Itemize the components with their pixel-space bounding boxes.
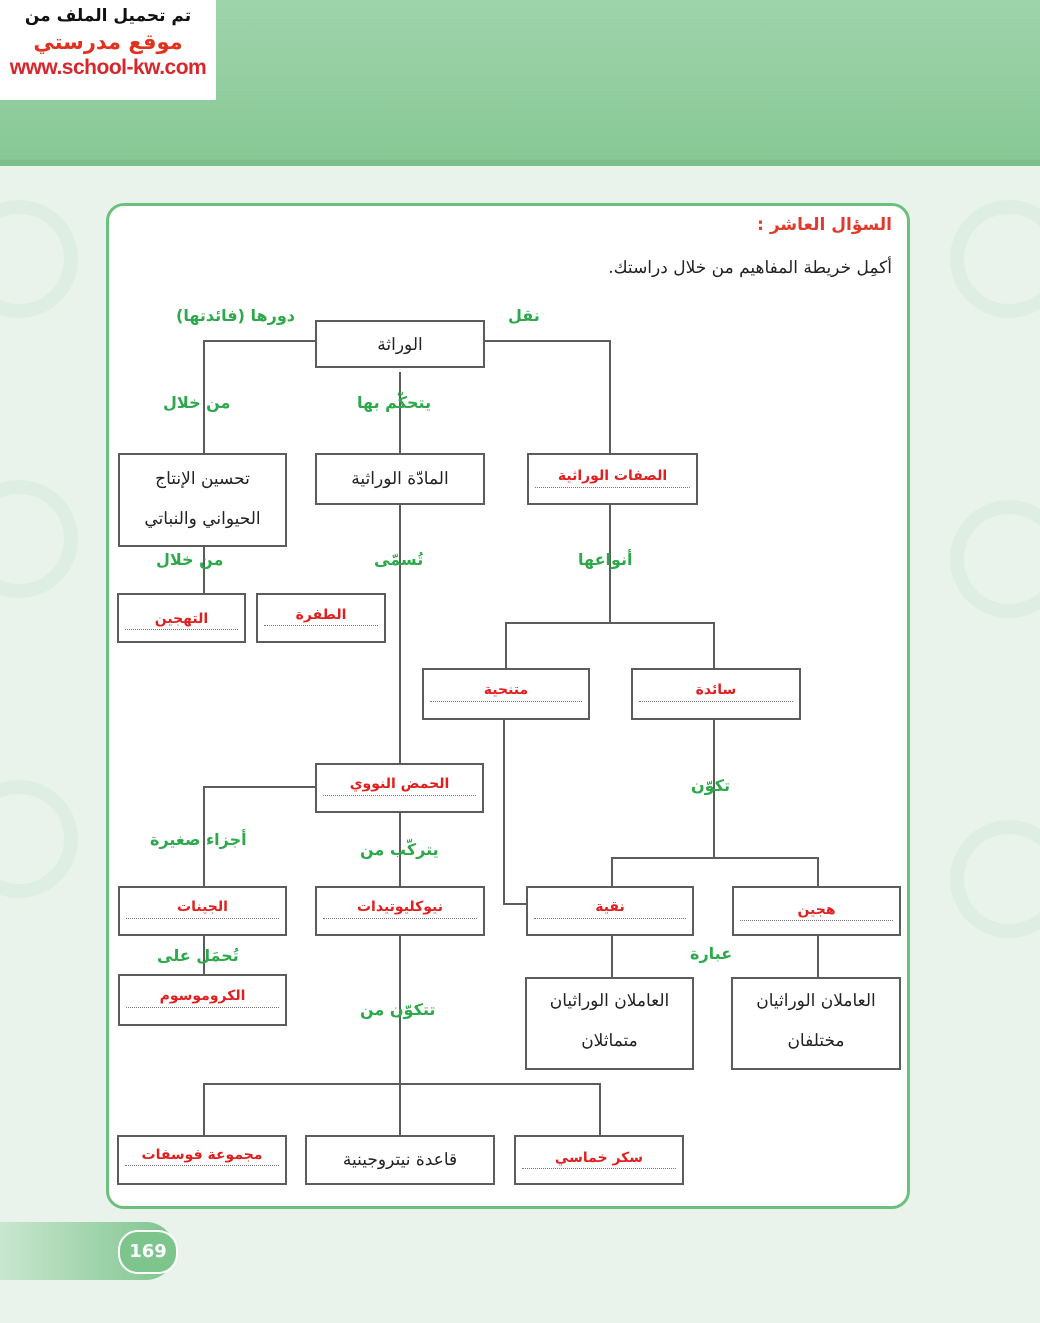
connector-line bbox=[399, 1083, 401, 1135]
connector-line bbox=[203, 1083, 601, 1085]
label-carried: تُحمَل على bbox=[157, 946, 239, 965]
answer-box-traits[interactable] bbox=[527, 453, 698, 505]
concept-text-line1: العاملان الوراثيان bbox=[756, 991, 876, 1011]
answer-dotted-line bbox=[535, 487, 690, 488]
answer-box-phosphate[interactable] bbox=[117, 1135, 287, 1185]
concept-text: الوراثة bbox=[377, 335, 423, 355]
answer-dotted-line bbox=[323, 918, 477, 919]
answer-dotted-line bbox=[639, 701, 793, 702]
answer-dotted-line bbox=[323, 795, 476, 796]
answer-box-sugar[interactable] bbox=[514, 1135, 684, 1185]
concept-root-heredity bbox=[315, 320, 485, 368]
answer-text: التهجين bbox=[154, 611, 209, 627]
answer-box-hybridization[interactable] bbox=[117, 593, 246, 643]
watermark-line1: تم تحميل الملف من bbox=[24, 6, 192, 26]
concept-genetic-material bbox=[315, 453, 485, 505]
answer-box-chromosome[interactable] bbox=[118, 974, 287, 1026]
connector-line bbox=[599, 1083, 601, 1135]
answer-text: سكر خماسي bbox=[554, 1150, 644, 1166]
label-named: تُسمّى bbox=[374, 550, 424, 569]
connector-line bbox=[611, 935, 613, 977]
connector-line bbox=[485, 340, 611, 342]
concept-text-line1: العاملان الوراثيان bbox=[549, 991, 670, 1011]
answer-dotted-line bbox=[126, 1007, 279, 1008]
label-small-parts: أجزاء صغيرة bbox=[150, 830, 247, 849]
page-number: 169 bbox=[118, 1230, 178, 1274]
concept-text-line2: الحيواني والنباتي bbox=[144, 509, 261, 529]
header-band-edge bbox=[0, 160, 1040, 166]
connector-line bbox=[611, 857, 613, 887]
connector-line bbox=[399, 372, 401, 453]
label-role: دورها (فائدتها) bbox=[176, 306, 295, 325]
answer-text: نقية bbox=[595, 899, 625, 915]
answer-dotted-line bbox=[125, 629, 238, 630]
answer-dotted-line bbox=[125, 1165, 279, 1166]
concept-text-line1: تحسين الإنتاج bbox=[155, 469, 250, 489]
label-consists: تتكوّن من bbox=[360, 1000, 436, 1019]
watermark-site-name: موقع مدرستي bbox=[33, 30, 183, 54]
answer-text: الجينات bbox=[177, 899, 228, 915]
watermark-url[interactable]: www.school-kw.com bbox=[9, 56, 207, 79]
background-ornament bbox=[950, 820, 1040, 938]
answer-box-nucleic-acid[interactable] bbox=[315, 763, 484, 813]
background-ornament bbox=[0, 780, 78, 898]
answer-text: الصفات الوراثية bbox=[557, 468, 668, 484]
answer-box-nucleotides[interactable] bbox=[315, 886, 485, 936]
answer-dotted-line bbox=[264, 625, 378, 626]
label-transfer: نقل bbox=[508, 306, 540, 325]
answer-dotted-line bbox=[740, 920, 893, 921]
answer-box-mutation[interactable] bbox=[256, 593, 386, 643]
connector-line bbox=[611, 857, 819, 859]
background-ornament bbox=[950, 500, 1040, 618]
connector-line bbox=[203, 1083, 205, 1135]
connector-line bbox=[505, 622, 507, 668]
question-instruction: أكمِل خريطة المفاهيم من خلال دراستك. bbox=[608, 258, 892, 278]
connector-line bbox=[505, 622, 715, 624]
label-through-2: من خلال bbox=[156, 550, 224, 569]
connector-line bbox=[713, 622, 715, 668]
background-ornament bbox=[0, 480, 78, 598]
answer-box-pure[interactable] bbox=[526, 886, 694, 936]
concept-text: المادّة الوراثية bbox=[351, 469, 449, 489]
answer-text: نيوكليوتيدات bbox=[356, 899, 444, 915]
connector-line bbox=[503, 903, 527, 905]
concept-hybrid-description bbox=[731, 977, 901, 1070]
connector-line bbox=[817, 857, 819, 887]
answer-text: هجين bbox=[797, 902, 836, 918]
label-controlled: يتحكّم بها bbox=[357, 393, 432, 412]
connector-line bbox=[203, 786, 315, 788]
concept-pure-description bbox=[525, 977, 694, 1070]
answer-text: الطفرة bbox=[295, 607, 347, 623]
label-through-1: من خلال bbox=[163, 393, 231, 412]
label-expression: عبارة bbox=[690, 944, 733, 963]
question-title: السؤال العاشر : bbox=[757, 215, 892, 235]
answer-text: مجموعة فوسفات bbox=[141, 1147, 263, 1163]
answer-dotted-line bbox=[522, 1168, 676, 1169]
concept-improvement bbox=[118, 453, 287, 547]
concept-nitrogen-base bbox=[305, 1135, 495, 1185]
label-types: أنواعها bbox=[578, 550, 633, 569]
connector-line bbox=[203, 340, 315, 342]
background-ornament bbox=[0, 200, 78, 318]
answer-dotted-line bbox=[534, 918, 686, 919]
answer-text: متنحية bbox=[483, 682, 529, 698]
answer-dotted-line bbox=[126, 918, 279, 919]
answer-text: الحمض النووي bbox=[349, 776, 450, 792]
concept-text-line2: مختلفان bbox=[787, 1031, 845, 1051]
concept-text: قاعدة نيتروجينية bbox=[342, 1150, 458, 1170]
answer-box-genes[interactable] bbox=[118, 886, 287, 936]
connector-line bbox=[609, 340, 611, 453]
connector-line bbox=[503, 718, 505, 904]
answer-box-recessive[interactable] bbox=[422, 668, 590, 720]
answer-text: الكروموسوم bbox=[159, 988, 246, 1004]
site-watermark[interactable] bbox=[0, 0, 216, 100]
connector-line bbox=[399, 505, 401, 763]
label-forms: تكوّن bbox=[691, 776, 730, 795]
answer-box-dominant[interactable] bbox=[631, 668, 801, 720]
answer-dotted-line bbox=[430, 701, 582, 702]
connector-line bbox=[817, 935, 819, 977]
label-composed: يتركّب من bbox=[360, 840, 439, 859]
answer-box-hybrid[interactable] bbox=[732, 886, 901, 936]
concept-text-line2: متماثلان bbox=[581, 1031, 638, 1051]
background-ornament bbox=[950, 200, 1040, 318]
answer-text: سائدة bbox=[695, 682, 737, 698]
